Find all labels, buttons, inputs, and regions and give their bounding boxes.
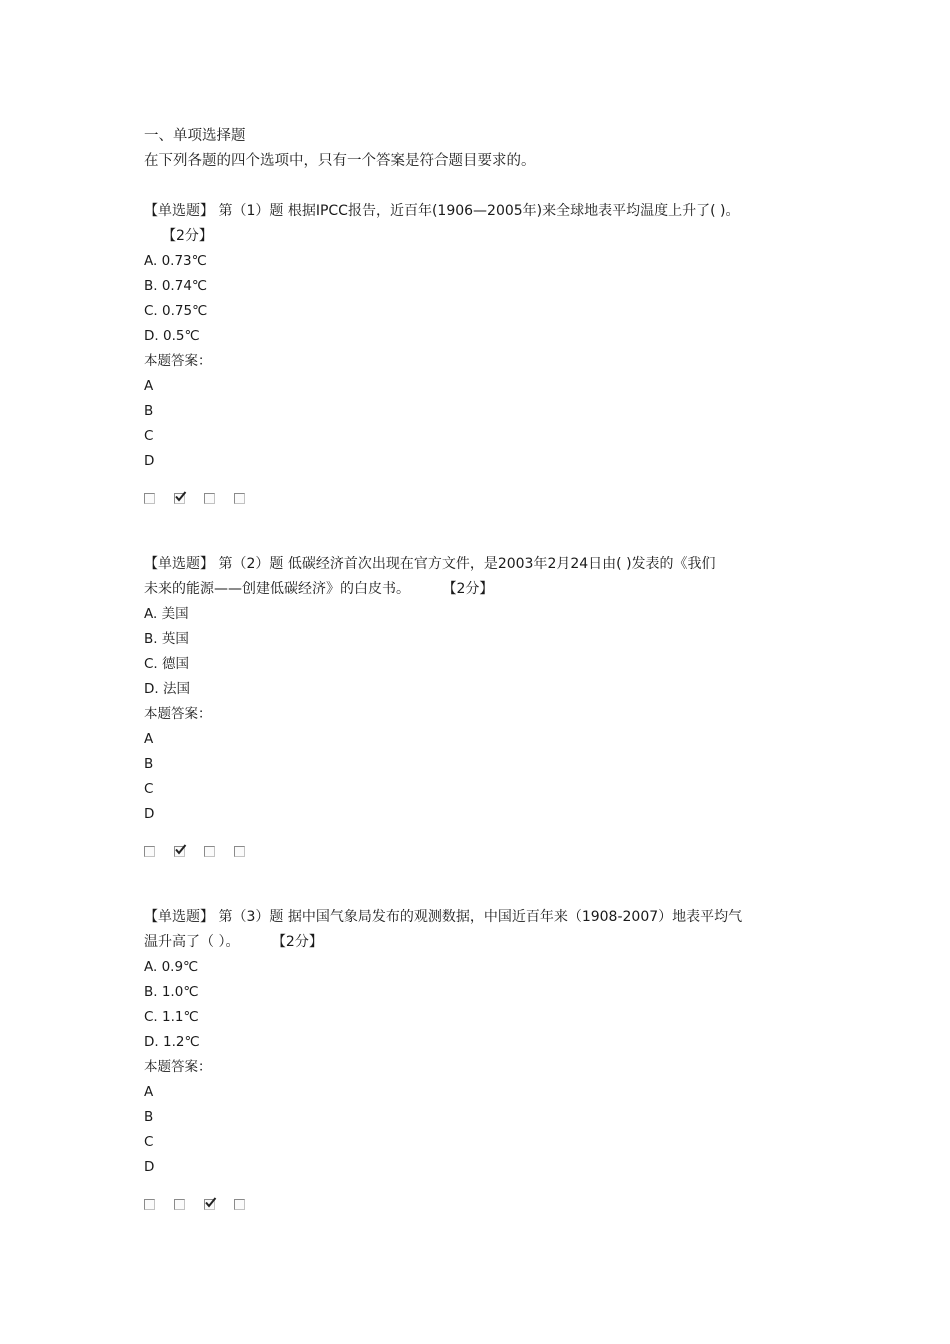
question-3-stem [144, 905, 824, 955]
question-2 [144, 552, 824, 863]
question-number: 第（1）题 [218, 203, 284, 219]
option-a: A. 0.73℃ [144, 253, 207, 269]
answer-choice-c: C [144, 428, 154, 444]
answer-choice-d: D [144, 806, 155, 822]
option-c: C. 德国 [144, 656, 190, 672]
answer-choice-d: D [144, 1159, 155, 1175]
answer-choice-b: B [144, 756, 154, 772]
question-1 [144, 199, 824, 510]
option-d: D. 法国 [144, 681, 190, 697]
checkmark-icon [174, 843, 187, 856]
option-b: B. 1.0℃ [144, 984, 199, 1000]
answer-choice-a: A [144, 378, 154, 394]
checkbox-d[interactable] [234, 846, 245, 857]
section-title: 一、单项选择题 [144, 128, 246, 144]
question-score: 【2分】 [442, 581, 494, 597]
question-number: 第（3）题 [218, 909, 284, 925]
answer-checkbox-row [144, 1192, 824, 1216]
checkbox-b[interactable] [174, 846, 185, 857]
checkbox-b[interactable] [174, 1199, 185, 1210]
option-b: B. 0.74℃ [144, 278, 208, 294]
checkbox-d[interactable] [234, 493, 245, 504]
question-text: 根据IPCC报告，近百年(1906—2005年)来全球地表平均温度上升了( )。 [287, 203, 740, 219]
answer-choice-a: A [144, 1084, 154, 1100]
checkbox-c[interactable] [204, 846, 215, 857]
answer-choice-d: D [144, 453, 155, 469]
question-3 [144, 905, 824, 1216]
checkmark-icon [174, 490, 187, 503]
question-text: 低碳经济首次出现在官方文件，是2003年2月24日由( )发表的《我们 [287, 556, 716, 572]
answer-checkbox-row [144, 839, 824, 863]
checkbox-c[interactable] [204, 1199, 215, 1210]
question-1-stem [144, 199, 824, 249]
answer-label: 本题答案： [144, 1059, 212, 1075]
answer-choice-c: C [144, 781, 154, 797]
option-d: D. 1.2℃ [144, 1034, 200, 1050]
answer-checkbox-row [144, 486, 824, 510]
question-type-tag: 【单选题】 [144, 909, 214, 925]
answer-label: 本题答案： [144, 353, 212, 369]
question-text-continued: 未来的能源——创建低碳经济》的白皮书。 [144, 581, 410, 597]
question-score: 【2分】 [162, 228, 213, 244]
checkbox-a[interactable] [144, 1199, 155, 1210]
checkbox-a[interactable] [144, 846, 155, 857]
option-a: A. 美国 [144, 606, 189, 622]
checkbox-b[interactable] [174, 493, 185, 504]
answer-choice-c: C [144, 1134, 154, 1150]
answer-choice-b: B [144, 1109, 154, 1125]
checkbox-c[interactable] [204, 493, 215, 504]
option-c: C. 0.75℃ [144, 303, 208, 319]
option-b: B. 英国 [144, 631, 189, 647]
checkmark-icon [204, 1196, 217, 1209]
question-number: 第（2）题 [218, 556, 284, 572]
answer-choice-a: A [144, 731, 154, 747]
question-text: 据中国气象局发布的观测数据，中国近百年来（1908-2007）地表平均气 [287, 909, 743, 925]
question-type-tag: 【单选题】 [144, 203, 214, 219]
document-page [144, 124, 824, 1216]
instructions-text: 在下列各题的四个选项中，只有一个答案是符合题目要求的。 [144, 153, 536, 169]
checkbox-d[interactable] [234, 1199, 245, 1210]
question-type-tag: 【单选题】 [144, 556, 214, 572]
option-a: A. 0.9℃ [144, 959, 199, 975]
answer-label: 本题答案： [144, 706, 212, 722]
question-2-stem [144, 552, 824, 602]
answer-choice-b: B [144, 403, 154, 419]
option-c: C. 1.1℃ [144, 1009, 199, 1025]
checkbox-a[interactable] [144, 493, 155, 504]
question-score: 【2分】 [271, 934, 323, 950]
option-d: D. 0.5℃ [144, 328, 200, 344]
question-text-continued: 温升高了（ ）。 [144, 934, 240, 950]
